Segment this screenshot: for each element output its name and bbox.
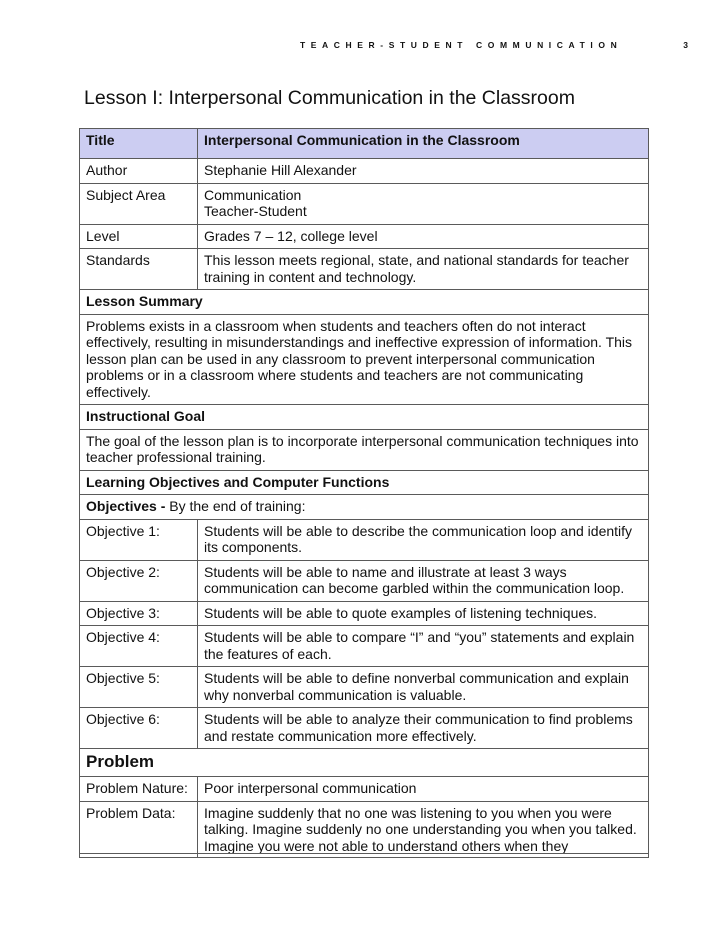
standards-value: This lesson meets regional, state, and national standards for teacher training in content and technology. xyxy=(198,249,649,290)
title-row xyxy=(80,129,649,159)
page-number: 3 xyxy=(683,40,688,50)
table-row xyxy=(80,183,649,224)
problem-nature-label: Problem Nature: xyxy=(80,777,198,802)
section-row xyxy=(80,290,649,315)
lesson-plan-table xyxy=(79,128,649,858)
objectives-intro-bold: Objectives - xyxy=(86,498,166,514)
objective-text: Students will be able to name and illustrate at least 3 ways communication can become garbled within the communication loop. xyxy=(198,560,649,601)
objective-label: Objective 2: xyxy=(80,560,198,601)
objective-row xyxy=(80,708,649,749)
objective-row xyxy=(80,601,649,626)
lesson-summary-text: Problems exists in a classroom when students and teachers often do not interact effectively, resulting in misunderstandings and ineffective expression of information. This lesson plan can be used in any classroom to prevent interpersonal communication problems or in a classroom where students and teachers are not communicating effectively. xyxy=(80,314,649,405)
table-row xyxy=(80,159,649,184)
running-header xyxy=(300,40,688,50)
table-row xyxy=(80,429,649,470)
instructional-goal-heading: Instructional Goal xyxy=(80,405,649,430)
table-row xyxy=(80,495,649,520)
section-row xyxy=(80,749,649,777)
table-row xyxy=(80,314,649,405)
objective-label: Objective 6: xyxy=(80,708,198,749)
lesson-summary-heading: Lesson Summary xyxy=(80,290,649,315)
level-label: Level xyxy=(80,224,198,249)
subject-area-line: Communication xyxy=(204,186,302,203)
problem-nature-value: Poor interpersonal communication xyxy=(198,777,649,802)
problem-data-value: Imagine suddenly that no one was listening to you when you were talking. Imagine suddenly no one understanding you when you talked. Imagine you were not able to understand others when they xyxy=(204,804,637,853)
objective-text: Students will be able to analyze their communication to find problems and restate communication more effectively. xyxy=(198,708,649,749)
problem-data-cell xyxy=(198,801,649,857)
objectives-heading: Learning Objectives and Computer Functions xyxy=(80,470,649,495)
section-row xyxy=(80,405,649,430)
objective-row xyxy=(80,560,649,601)
objective-text: Students will be able to describe the communication loop and identify its components. xyxy=(198,519,649,560)
objective-label: Objective 4: xyxy=(80,626,198,667)
objective-row xyxy=(80,626,649,667)
subject-area-line: Teacher-Student xyxy=(204,203,307,219)
problem-data-label: Problem Data: xyxy=(80,801,198,857)
title-label: Title xyxy=(80,129,198,159)
lesson-title: Lesson I: Interpersonal Communication in the Classroom xyxy=(84,87,575,109)
objective-label: Objective 3: xyxy=(80,601,198,626)
objective-text: Students will be able to define nonverbal communication and explain why nonverbal communication is valuable. xyxy=(198,667,649,708)
level-value: Grades 7 – 12, college level xyxy=(198,224,649,249)
author-label: Author xyxy=(80,159,198,184)
section-row xyxy=(80,470,649,495)
instructional-goal-text: The goal of the lesson plan is to incorporate interpersonal communication techniques into teacher professional training. xyxy=(80,429,649,470)
objective-text: Students will be able to quote examples of listening techniques. xyxy=(198,601,649,626)
objective-row xyxy=(80,519,649,560)
table-row xyxy=(80,801,649,857)
table-row xyxy=(80,777,649,802)
subject-area-label: Subject Area xyxy=(80,183,198,224)
objectives-intro xyxy=(80,495,649,520)
problem-heading: Problem xyxy=(80,749,649,777)
objectives-intro-rest: By the end of training: xyxy=(165,498,306,514)
author-value: Stephanie Hill Alexander xyxy=(198,159,649,184)
objective-text: Students will be able to compare “I” and “you” statements and explain the features of each. xyxy=(198,626,649,667)
standards-label: Standards xyxy=(80,249,198,290)
title-value: Interpersonal Communication in the Classroom xyxy=(198,129,649,159)
running-title: TEACHER-STUDENT COMMUNICATION xyxy=(300,40,623,50)
objective-row xyxy=(80,667,649,708)
table-bottom-rule xyxy=(79,853,649,854)
table-row xyxy=(80,249,649,290)
table-row xyxy=(80,224,649,249)
objective-label: Objective 1: xyxy=(80,519,198,560)
objective-label: Objective 5: xyxy=(80,667,198,708)
subject-area-value xyxy=(198,183,649,224)
